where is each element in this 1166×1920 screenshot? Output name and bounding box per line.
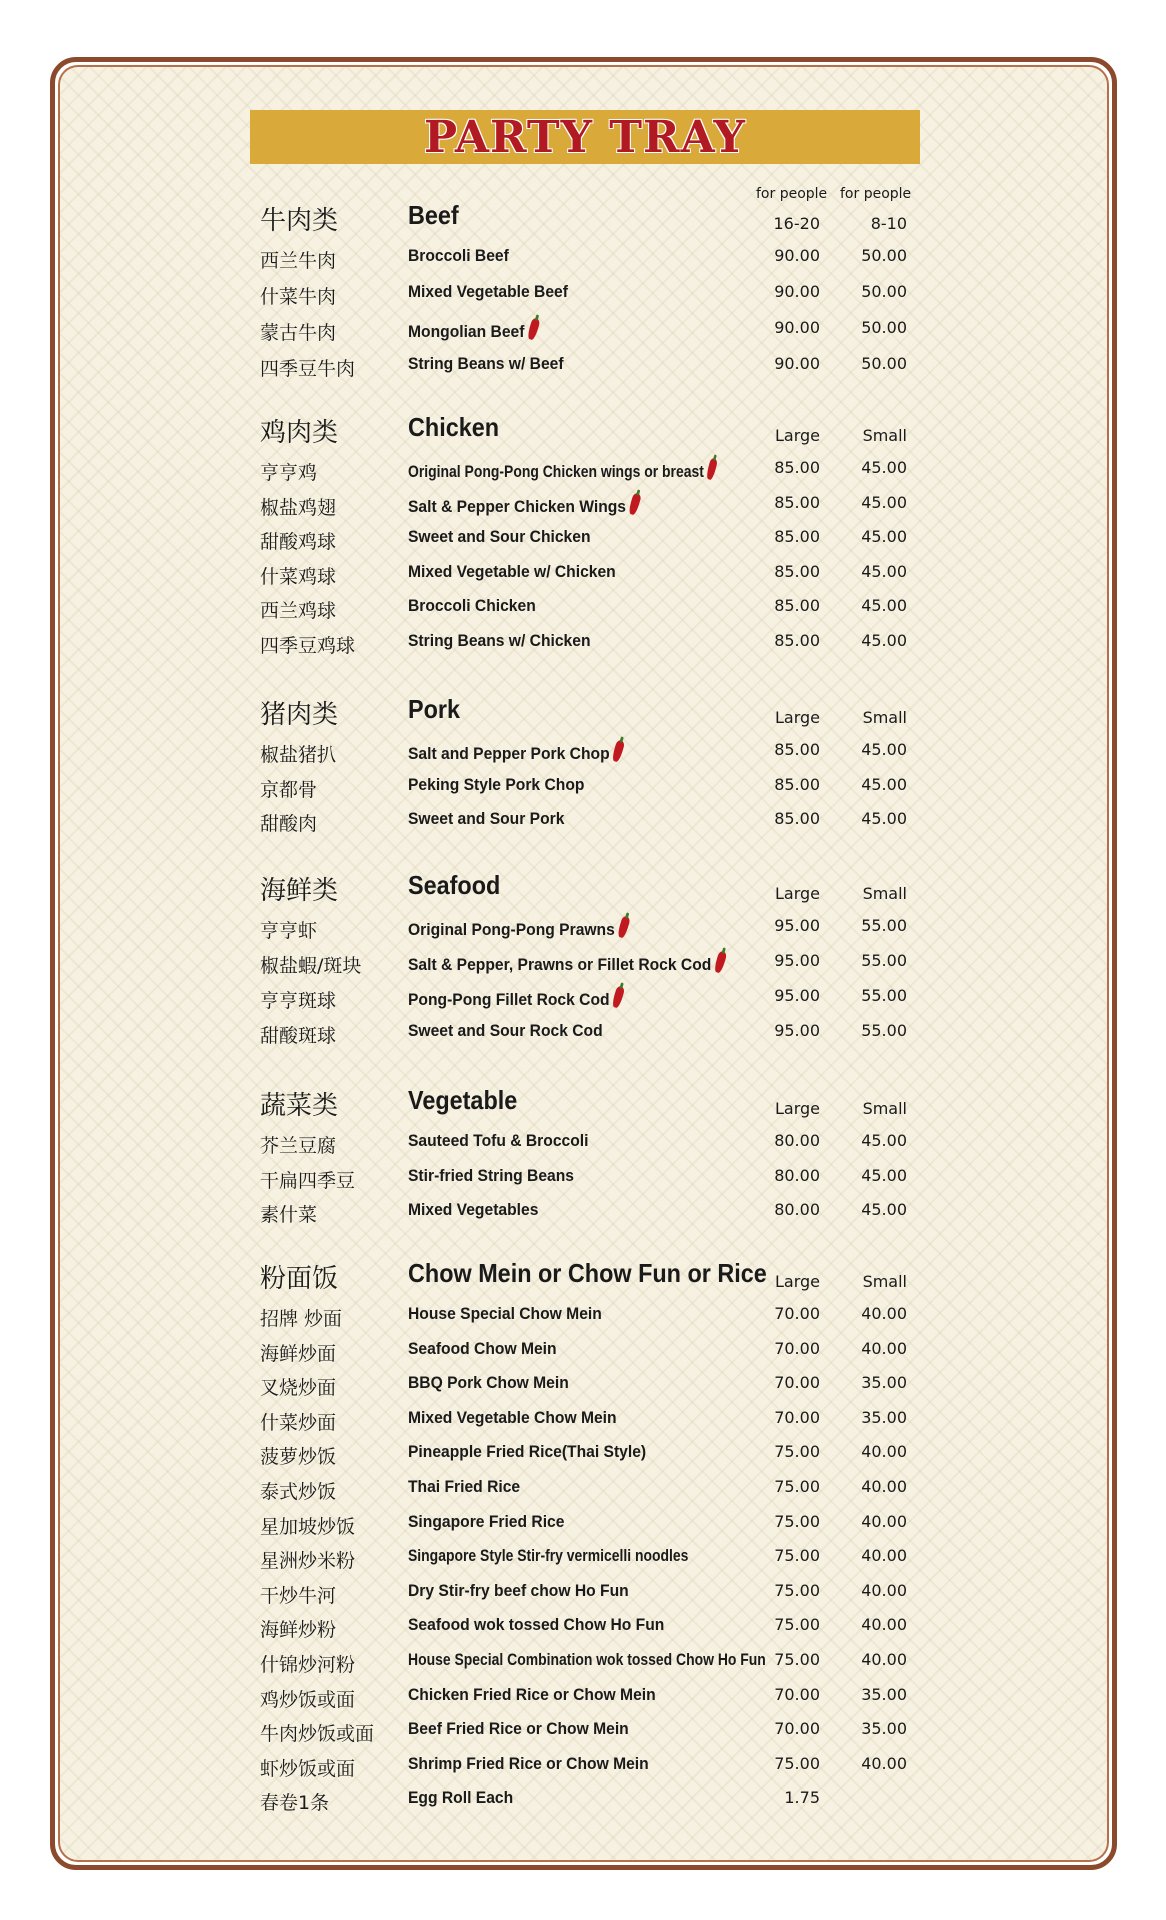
item-price-large: 75.00 <box>774 1476 820 1496</box>
item-cn-name: 春卷1条 <box>260 1792 330 1815</box>
item-en-name: Original Pong-Pong Prawns <box>408 916 628 940</box>
item-price-small: 55.00 <box>861 986 907 1005</box>
section-header <box>260 866 920 910</box>
menu-section <box>260 196 920 384</box>
item-price-large: 80.00 <box>774 1165 820 1185</box>
item-price-large: 85.00 <box>774 492 820 512</box>
item-cn-name: 芥兰豆腐 <box>260 1135 337 1157</box>
item-price-large: 1.75 <box>784 1788 820 1808</box>
menu-item <box>260 1160 920 1195</box>
menu-item <box>260 590 920 625</box>
item-price-large: 80.00 <box>774 1131 820 1150</box>
item-price-small: 40.00 <box>861 1615 907 1635</box>
menu-item <box>260 452 920 487</box>
item-en-name: Sweet and Sour Rock Cod <box>408 1021 603 1040</box>
section-en-title: Seafood <box>408 870 501 900</box>
item-price-small: 55.00 <box>861 1021 907 1040</box>
item-price-large: 85.00 <box>774 740 820 759</box>
item-price-large: 75.00 <box>774 1753 820 1773</box>
item-cn-name: 星洲炒米粉 <box>260 1550 356 1573</box>
menu-section <box>260 1081 920 1229</box>
item-price-small: 35.00 <box>861 1719 907 1739</box>
menu-item <box>260 910 920 945</box>
item-en-name: Sauteed Tofu & Broccoli <box>408 1131 589 1150</box>
item-price-large: 75.00 <box>774 1442 820 1462</box>
menu-item <box>260 1436 920 1471</box>
section-header <box>260 1254 920 1298</box>
col1-label: Large <box>774 426 820 445</box>
item-en-name: Beef Fried Rice or Chow Mein <box>408 1719 629 1739</box>
title-banner <box>250 110 920 164</box>
col1-label: Large <box>774 1272 820 1291</box>
item-cn-name: 鸡炒饭或面 <box>260 1688 356 1711</box>
menu-item <box>260 1194 920 1229</box>
menu-item <box>260 1471 920 1506</box>
item-price-small: 45.00 <box>861 809 907 829</box>
item-price-large: 75.00 <box>774 1649 820 1669</box>
beef-col2-note: for people <box>840 186 912 202</box>
section-cn-title: 鸡肉类 <box>260 418 339 448</box>
item-en-name: Salt & Pepper, Prawns or Fillet Rock Cod <box>408 951 724 975</box>
item-price-large: 95.00 <box>774 986 820 1005</box>
item-cn-name: 京都骨 <box>260 778 318 801</box>
menu-item <box>260 1679 920 1714</box>
item-en-name: String Beans w/ Beef <box>408 354 564 373</box>
item-price-large: 90.00 <box>774 318 820 337</box>
item-price-small: 40.00 <box>861 1546 907 1566</box>
item-price-small: 45.00 <box>861 596 907 616</box>
item-en-name: Mixed Vegetable w/ Chicken <box>408 561 616 581</box>
menu-item <box>260 769 920 804</box>
item-price-small: 55.00 <box>861 916 907 935</box>
item-price-large: 75.00 <box>774 1546 820 1566</box>
section-en-title: Pork <box>408 694 461 724</box>
item-price-small: 50.00 <box>861 282 907 301</box>
menu-item <box>260 1298 920 1333</box>
item-en-name: Pong-Pong Fillet Rock Cod <box>408 986 622 1010</box>
menu-item <box>260 1575 920 1610</box>
item-en-name: Sweet and Sour Pork <box>408 809 565 829</box>
item-cn-name: 干炒牛河 <box>260 1584 337 1607</box>
item-price-large: 85.00 <box>774 561 820 581</box>
menu-item <box>260 1402 920 1437</box>
item-en-name: Peking Style Pork Chop <box>408 774 585 794</box>
item-en-name: Seafood Chow Mein <box>408 1338 557 1358</box>
menu-item <box>260 556 920 591</box>
item-en-name: Mixed Vegetable Chow Mein <box>408 1407 617 1427</box>
item-en-name: Mongolian Beef <box>408 318 537 342</box>
item-price-small: 40.00 <box>861 1442 907 1462</box>
item-cn-name: 甜酸斑球 <box>260 1025 337 1047</box>
item-price-large: 85.00 <box>774 809 820 829</box>
menu-item <box>260 625 920 660</box>
item-en-name: String Beans w/ Chicken <box>408 630 591 650</box>
item-price-small: 50.00 <box>861 246 907 265</box>
item-price-small: 50.00 <box>861 354 907 373</box>
item-price-small: 35.00 <box>861 1407 907 1427</box>
col2-label: Small <box>862 426 907 445</box>
item-cn-name: 什锦炒河粉 <box>260 1653 356 1676</box>
item-price-large: 70.00 <box>774 1373 820 1393</box>
item-en-name: Singapore Style Stir-fry vermicelli noodles <box>408 1546 689 1566</box>
item-price-small: 40.00 <box>861 1338 907 1358</box>
menu-section <box>260 866 920 1050</box>
item-cn-name: 泰式炒饭 <box>260 1480 337 1503</box>
section-header <box>260 1081 920 1125</box>
item-en-name: Dry Stir-fry beef chow Ho Fun <box>408 1580 629 1600</box>
item-price-large: 85.00 <box>774 596 820 616</box>
item-cn-name: 椒盐鸡翅 <box>260 496 337 519</box>
item-en-name: Mixed Vegetable Beef <box>408 282 568 301</box>
item-price-small: 45.00 <box>861 492 907 512</box>
menu-item <box>260 240 920 276</box>
item-price-large: 70.00 <box>774 1304 820 1323</box>
item-price-large: 75.00 <box>774 1615 820 1635</box>
item-price-large: 70.00 <box>774 1684 820 1704</box>
item-price-small: 45.00 <box>861 774 907 794</box>
item-cn-name: 招牌 炒面 <box>260 1308 343 1330</box>
item-en-name: BBQ Pork Chow Mein <box>408 1373 569 1393</box>
menu-item <box>260 1782 920 1817</box>
menu-item <box>260 1125 920 1160</box>
item-cn-name: 叉烧炒面 <box>260 1377 337 1400</box>
menu-item <box>260 1540 920 1575</box>
section-cn-title: 牛肉类 <box>260 206 339 236</box>
item-en-name: Salt and Pepper Pork Chop <box>408 740 623 764</box>
item-en-name: Egg Roll Each <box>408 1788 514 1808</box>
item-en-name: Seafood wok tossed Chow Ho Fun <box>408 1615 665 1635</box>
item-price-small: 45.00 <box>861 1165 907 1185</box>
item-en-name: Original Pong-Pong Chicken wings or breast <box>408 458 715 482</box>
chili-pepper-icon <box>611 739 625 763</box>
item-price-large: 85.00 <box>774 527 820 547</box>
section-cn-title: 海鲜类 <box>260 876 339 906</box>
menu-item <box>260 980 920 1015</box>
col1-label: Large <box>774 1099 820 1118</box>
item-price-small: 40.00 <box>861 1580 907 1600</box>
item-price-small: 45.00 <box>861 1131 907 1150</box>
item-cn-name: 星加坡炒饭 <box>260 1515 356 1538</box>
beef-col1-note: for people <box>756 186 828 202</box>
item-price-large: 80.00 <box>774 1200 820 1220</box>
item-price-large: 75.00 <box>774 1511 820 1531</box>
item-price-small: 45.00 <box>861 1200 907 1220</box>
section-cn-title: 粉面饭 <box>260 1264 339 1294</box>
item-cn-name: 干扁四季豆 <box>260 1169 356 1192</box>
menu-item <box>260 1367 920 1402</box>
section-cn-title: 猪肉类 <box>260 700 339 730</box>
col2-label: Small <box>862 1272 907 1291</box>
item-price-small: 35.00 <box>861 1684 907 1704</box>
col1-label: 16-20 <box>773 214 820 233</box>
section-header <box>260 690 920 734</box>
item-price-large: 95.00 <box>774 1021 820 1040</box>
item-cn-name: 亨亨鸡 <box>260 462 318 484</box>
menu-item <box>260 348 920 384</box>
menu-item <box>260 945 920 980</box>
menu-item <box>260 1609 920 1644</box>
menu-item <box>260 276 920 312</box>
item-cn-name: 海鲜炒面 <box>260 1342 337 1365</box>
item-cn-name: 牛肉炒饭或面 <box>260 1723 375 1746</box>
item-price-large: 90.00 <box>774 246 820 265</box>
chili-pepper-icon <box>713 950 727 974</box>
section-en-title: Chicken <box>408 412 500 442</box>
col2-label: Small <box>862 1099 907 1118</box>
chili-pepper-icon <box>628 492 642 516</box>
chili-pepper-icon <box>705 457 718 481</box>
page-title: PARTY TRAY <box>424 111 746 163</box>
item-price-large: 95.00 <box>774 951 820 970</box>
item-price-small: 45.00 <box>861 561 907 581</box>
item-price-small: 45.00 <box>861 630 907 650</box>
section-en-title: Vegetable <box>408 1085 518 1115</box>
item-en-name: Shrimp Fried Rice or Chow Mein <box>408 1753 649 1773</box>
chili-pepper-icon <box>526 317 540 341</box>
item-en-name: Sweet and Sour Chicken <box>408 527 591 547</box>
item-en-name: Mixed Vegetables <box>408 1200 539 1220</box>
menu-item <box>260 1333 920 1368</box>
item-cn-name: 甜酸肉 <box>260 813 318 836</box>
item-price-large: 85.00 <box>774 774 820 794</box>
section-en-title: Chow Mein or Chow Fun or Rice <box>408 1258 767 1288</box>
menu-section <box>260 408 920 660</box>
item-price-large: 75.00 <box>774 1580 820 1600</box>
col1-label: Large <box>774 884 820 903</box>
menu-item <box>260 521 920 556</box>
col1-label: Large <box>774 708 820 727</box>
menu-item <box>260 1015 920 1050</box>
item-cn-name: 四季豆牛肉 <box>260 358 356 380</box>
item-cn-name: 西兰牛肉 <box>260 250 337 272</box>
item-cn-name: 椒盐猪扒 <box>260 744 337 766</box>
menu-item <box>260 1644 920 1679</box>
item-en-name: Salt & Pepper Chicken Wings <box>408 493 639 517</box>
item-cn-name: 菠萝炒饭 <box>260 1446 337 1469</box>
item-price-small: 55.00 <box>861 951 907 970</box>
menu-item <box>260 312 920 348</box>
item-cn-name: 四季豆鸡球 <box>260 634 356 657</box>
item-en-name: Singapore Fried Rice <box>408 1511 565 1531</box>
item-en-name: Thai Fried Rice <box>408 1476 521 1496</box>
item-cn-name: 海鲜炒粉 <box>260 1619 337 1642</box>
item-cn-name: 什菜牛肉 <box>260 286 337 308</box>
item-price-small: 40.00 <box>861 1304 907 1323</box>
item-en-name: Broccoli Beef <box>408 246 509 265</box>
item-price-small: 50.00 <box>861 318 907 337</box>
item-price-large: 70.00 <box>774 1338 820 1358</box>
item-en-name: House Special Combination wok tossed Chow Ho Fun <box>408 1649 766 1669</box>
col2-label: Small <box>862 708 907 727</box>
menu-item <box>260 803 920 838</box>
chili-pepper-icon <box>616 915 630 939</box>
item-price-large: 70.00 <box>774 1407 820 1427</box>
item-cn-name: 什菜鸡球 <box>260 565 337 588</box>
item-price-small: 40.00 <box>861 1476 907 1496</box>
menu-item <box>260 734 920 769</box>
item-price-small: 45.00 <box>861 740 907 759</box>
item-en-name: Broccoli Chicken <box>408 596 536 616</box>
chili-pepper-icon <box>611 985 625 1009</box>
item-cn-name: 虾炒饭或面 <box>260 1757 356 1780</box>
section-header <box>260 408 920 452</box>
item-price-large: 85.00 <box>774 458 820 477</box>
item-cn-name: 蒙古牛肉 <box>260 322 337 344</box>
item-price-small: 45.00 <box>861 527 907 547</box>
section-cn-title: 蔬菜类 <box>260 1091 339 1121</box>
item-en-name: House Special Chow Mein <box>408 1304 602 1323</box>
item-price-small: 35.00 <box>861 1373 907 1393</box>
section-header <box>260 196 920 240</box>
item-price-large: 85.00 <box>774 630 820 650</box>
item-price-large: 90.00 <box>774 282 820 301</box>
menu-item <box>260 1713 920 1748</box>
item-en-name: Pineapple Fried Rice(Thai Style) <box>408 1442 647 1462</box>
item-price-large: 95.00 <box>774 916 820 935</box>
item-cn-name: 亨亨虾 <box>260 920 318 942</box>
item-price-small: 40.00 <box>861 1753 907 1773</box>
item-en-name: Stir-fried String Beans <box>408 1165 574 1185</box>
item-cn-name: 亨亨斑球 <box>260 990 337 1012</box>
item-en-name: Chicken Fried Rice or Chow Mein <box>408 1684 656 1704</box>
col2-label: 8-10 <box>870 214 907 233</box>
item-price-small: 40.00 <box>861 1511 907 1531</box>
col2-label: Small <box>862 884 907 903</box>
item-cn-name: 什菜炒面 <box>260 1411 337 1434</box>
menu-section <box>260 1254 920 1817</box>
item-cn-name: 西兰鸡球 <box>260 600 337 623</box>
item-price-large: 70.00 <box>774 1719 820 1739</box>
menu-item <box>260 1506 920 1541</box>
item-price-large: 90.00 <box>774 354 820 373</box>
item-price-small: 45.00 <box>861 458 907 477</box>
menu-section <box>260 690 920 838</box>
menu-item <box>260 487 920 522</box>
section-en-title: Beef <box>408 200 459 230</box>
item-cn-name: 椒盐蝦/斑块 <box>260 955 362 977</box>
item-price-small: 40.00 <box>861 1649 907 1669</box>
item-cn-name: 甜酸鸡球 <box>260 531 337 554</box>
menu-item <box>260 1748 920 1783</box>
item-cn-name: 素什菜 <box>260 1204 318 1227</box>
